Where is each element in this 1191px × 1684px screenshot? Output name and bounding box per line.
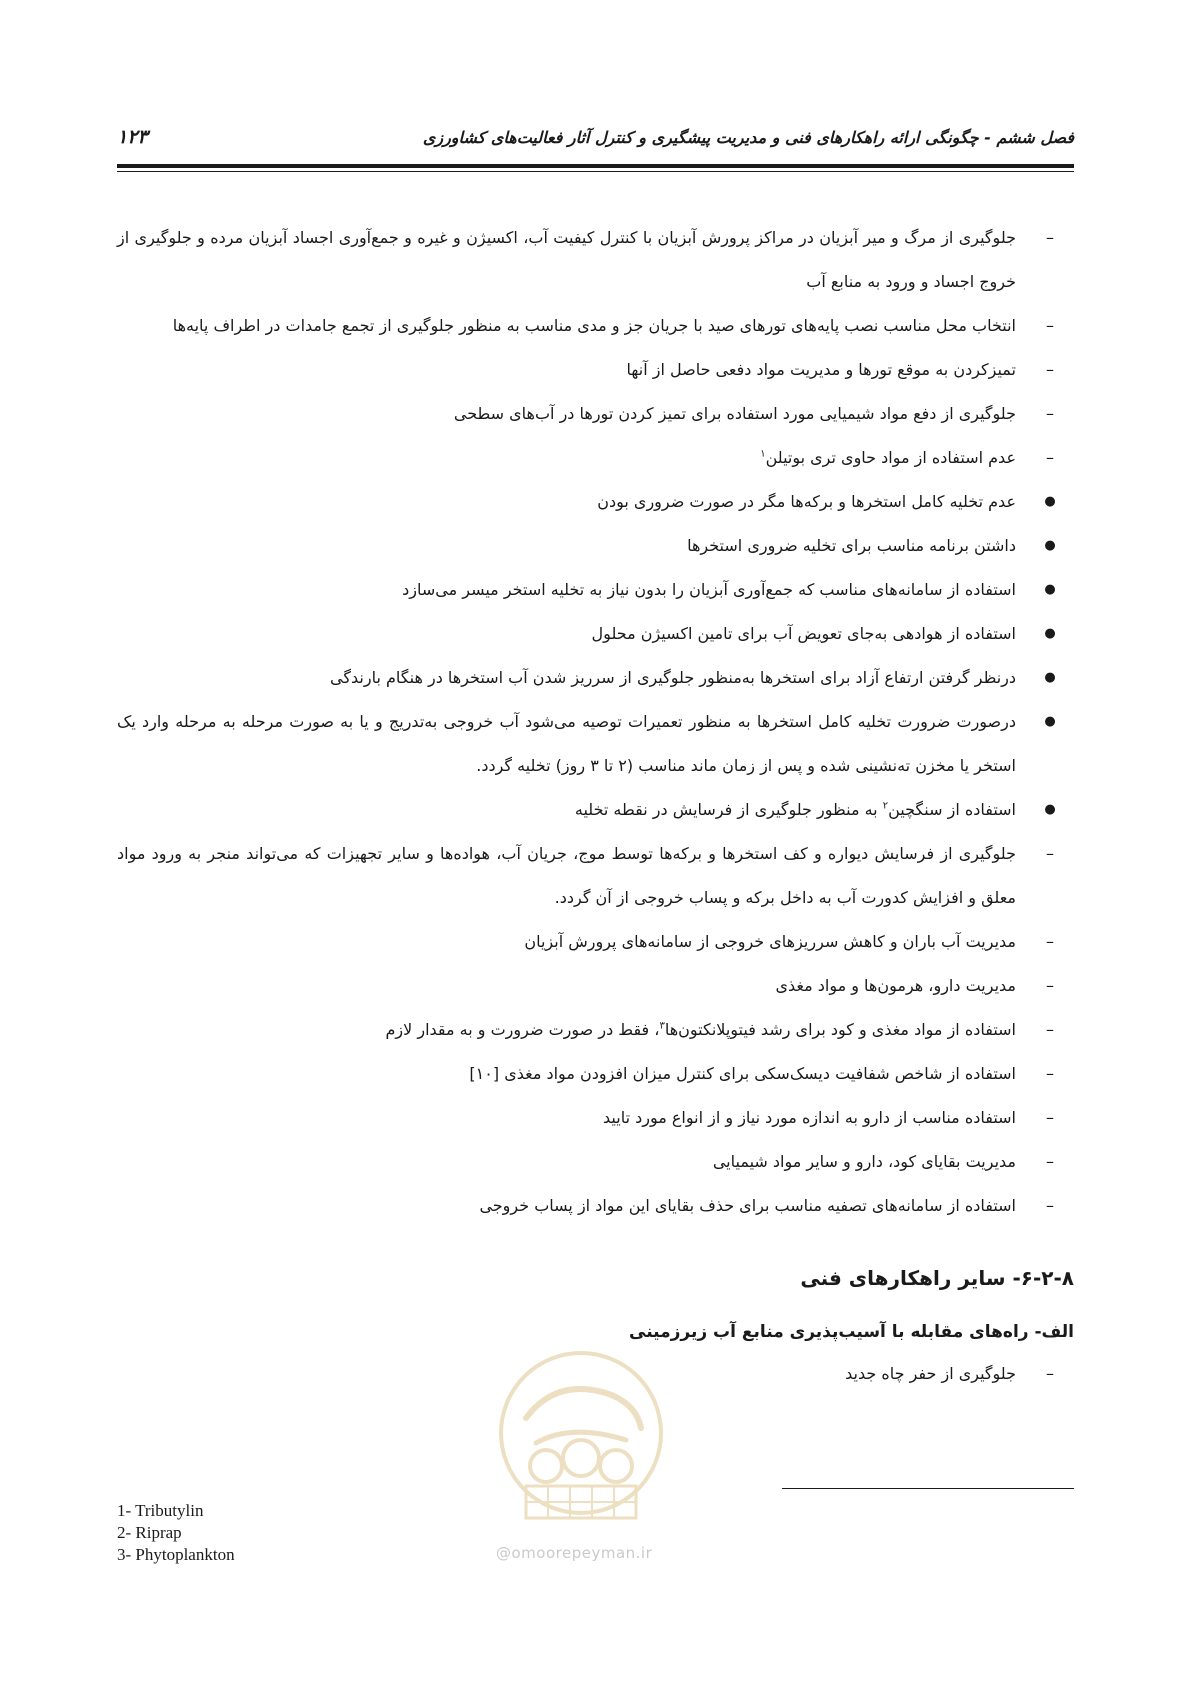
main-content [117,216,1074,1396]
item-text: انتخاب محل مناسب نصب پایه‌های تورهای صید با جریان جز و مدی مناسب به منظور جلوگیری از تجمع جامدات در اطراف پایه‌ها [172,316,1016,335]
item-text: استفاده از سامانه‌های مناسب که جمع‌آوری آبزیان را بدون نیاز به تخلیه استخر میسر می‌سازد [402,580,1016,599]
bullet-marker: ● [1044,582,1056,597]
footnotes [117,1500,235,1566]
item-text: جلوگیری از حفر چاه جدید [845,1364,1016,1383]
dash-marker: – [1046,844,1054,863]
bullet-item [117,612,1074,656]
dash-item [117,348,1074,392]
item-text: استفاده از مواد مغذی و کود برای رشد فیتوپلانکتون‌ها [664,1020,1016,1039]
item-text: عدم استفاده از مواد حاوی تری بوتیلن [765,448,1016,467]
footnote-divider [782,1488,1074,1489]
bullet-item [117,788,1074,832]
footnote-ref: ۳ [659,1020,665,1032]
chapter-title: فصل ششم - چگونگی ارائه راهکارهای فنی و مدیریت پیشگیری و کنترل آثار فعالیت‌های کشاورزی [422,128,1074,147]
dash-marker: – [1046,404,1054,423]
item-text: عدم تخلیه کامل استخرها و برکه‌ها مگر در صورت ضروری بودن [597,492,1016,511]
page-header [117,128,1074,158]
bullet-item [117,480,1074,524]
bullet-item [117,568,1074,612]
item-text: ، فقط در صورت ضرورت و به مقدار لازم [385,1020,660,1039]
dash-marker: – [1046,448,1054,467]
footnote-ref: ۱ [760,448,766,460]
dash-item [117,1140,1074,1184]
dash-item [117,216,1074,304]
item-text: تمیزکردن به موقع تورها و مدیریت مواد دفعی حاصل از آنها [626,360,1016,379]
watermark-emblem-icon [496,1348,666,1538]
dash-marker: – [1046,1196,1054,1215]
dash-item [117,1008,1074,1052]
dash-marker: – [1046,316,1054,335]
item-text: استفاده مناسب از دارو به اندازه مورد نیاز و از انواع مورد تایید [603,1108,1016,1127]
page-number: ۱۲۳ [117,126,148,148]
dash-item [117,304,1074,348]
item-text: مدیریت دارو، هرمون‌ها و مواد مغذی [775,976,1016,995]
dash-marker: – [1046,228,1054,247]
dash-item [117,964,1074,1008]
item-text: درصورت ضرورت تخلیه کامل استخرها به منظور تعمیرات توصیه می‌شود آب خروجی به‌تدریج و یا به صورت مرحله به مرحله وارد یک استخر یا مخزن ته‌نشینی شده و پس از زمان ماند مناسب (۲ تا ۳ روز) تخلیه گردد. [117,712,1016,775]
dash-item [117,1052,1074,1096]
footnote-ref: ۲ [882,800,889,812]
dash-marker: – [1046,1020,1054,1039]
dash-item [117,832,1074,920]
bullet-marker: ● [1044,538,1056,553]
bullet-item [117,700,1074,788]
bullet-marker: ● [1044,714,1056,729]
item-text: استفاده از سنگچین [888,800,1016,819]
bullet-marker: ● [1044,494,1056,509]
item-text: مدیریت بقایای کود، دارو و سایر مواد شیمیایی [712,1152,1016,1171]
item-text: مدیریت آب باران و کاهش سرریزهای خروجی از سامانه‌های پرورش آبزیان [524,932,1016,951]
dash-item [117,392,1074,436]
dash-marker: – [1046,976,1054,995]
subsection-heading: الف- راه‌های مقابله با آسیب‌پذیری منابع آب زیرزمینی [629,1322,1074,1342]
footnote-1: 1- Tributylin [117,1501,204,1520]
item-text: درنظر گرفتن ارتفاع آزاد برای استخرها به‌منظور جلوگیری از سرریز شدن آب استخرها در هنگام بارندگی [330,668,1016,687]
dash-marker: – [1046,1064,1054,1083]
bullet-item [117,656,1074,700]
item-text: استفاده از هوادهی به‌جای تعویض آب برای تامین اکسیژن محلول [591,624,1016,643]
item-text: به منظور جلوگیری از فرسایش در نقطه تخلیه [574,800,883,819]
footnote-3: 3- Phytoplankton [117,1545,235,1564]
section-heading: ۶-۲-۸- سایر راهکارهای فنی [800,1266,1074,1290]
bullet-item [117,524,1074,568]
dash-item [117,1096,1074,1140]
dash-marker: – [1046,360,1054,379]
item-text: داشتن برنامه مناسب برای تخلیه ضروری استخرها [687,536,1016,555]
bullet-marker: ● [1044,626,1056,641]
item-text: استفاده از سامانه‌های تصفیه مناسب برای حذف بقایای این مواد از پساب خروجی [479,1196,1016,1215]
item-text: جلوگیری از دفع مواد شیمیایی مورد استفاده برای تمیز کردن تورها در آب‌های سطحی [453,404,1016,423]
dash-item [117,436,1074,480]
dash-marker: – [1046,932,1054,951]
dash-marker: – [1046,1108,1054,1127]
item-text: جلوگیری از فرسایش دیواره و کف استخرها و برکه‌ها توسط موج، جریان آب، هواده‌ها و سایر تجهیزات که می‌تواند منجر به ورود مواد معلق و افزایش کدورت آب به داخل برکه و پساب خروجی از آن گردد. [117,844,1016,907]
watermark-logo [496,1348,666,1576]
dash-marker: – [1046,1152,1054,1171]
footnote-2: 2- Riprap [117,1523,182,1542]
dash-item [117,920,1074,964]
item-text: جلوگیری از مرگ و میر آبزیان در مراکز پرورش آبزیان با کنترل کیفیت آب، اکسیژن و غیره و جمع‌آوری اجساد آبزیان مرده و جلوگیری از خروج اجساد و ورود به منابع آب [117,228,1016,291]
dash-marker: – [1046,1364,1054,1383]
header-rule-thick [117,164,1074,168]
bullet-marker: ● [1044,670,1056,685]
header-rule-thin [117,171,1074,172]
watermark-url: @omoorepeyman.ir [496,1544,653,1562]
item-text: استفاده از شاخص شفافیت دیسک‌سکی برای کنترل میزان افزودن مواد مغذی [۱۰] [469,1064,1016,1083]
dash-item [117,1184,1074,1228]
bullet-marker: ● [1044,802,1056,817]
